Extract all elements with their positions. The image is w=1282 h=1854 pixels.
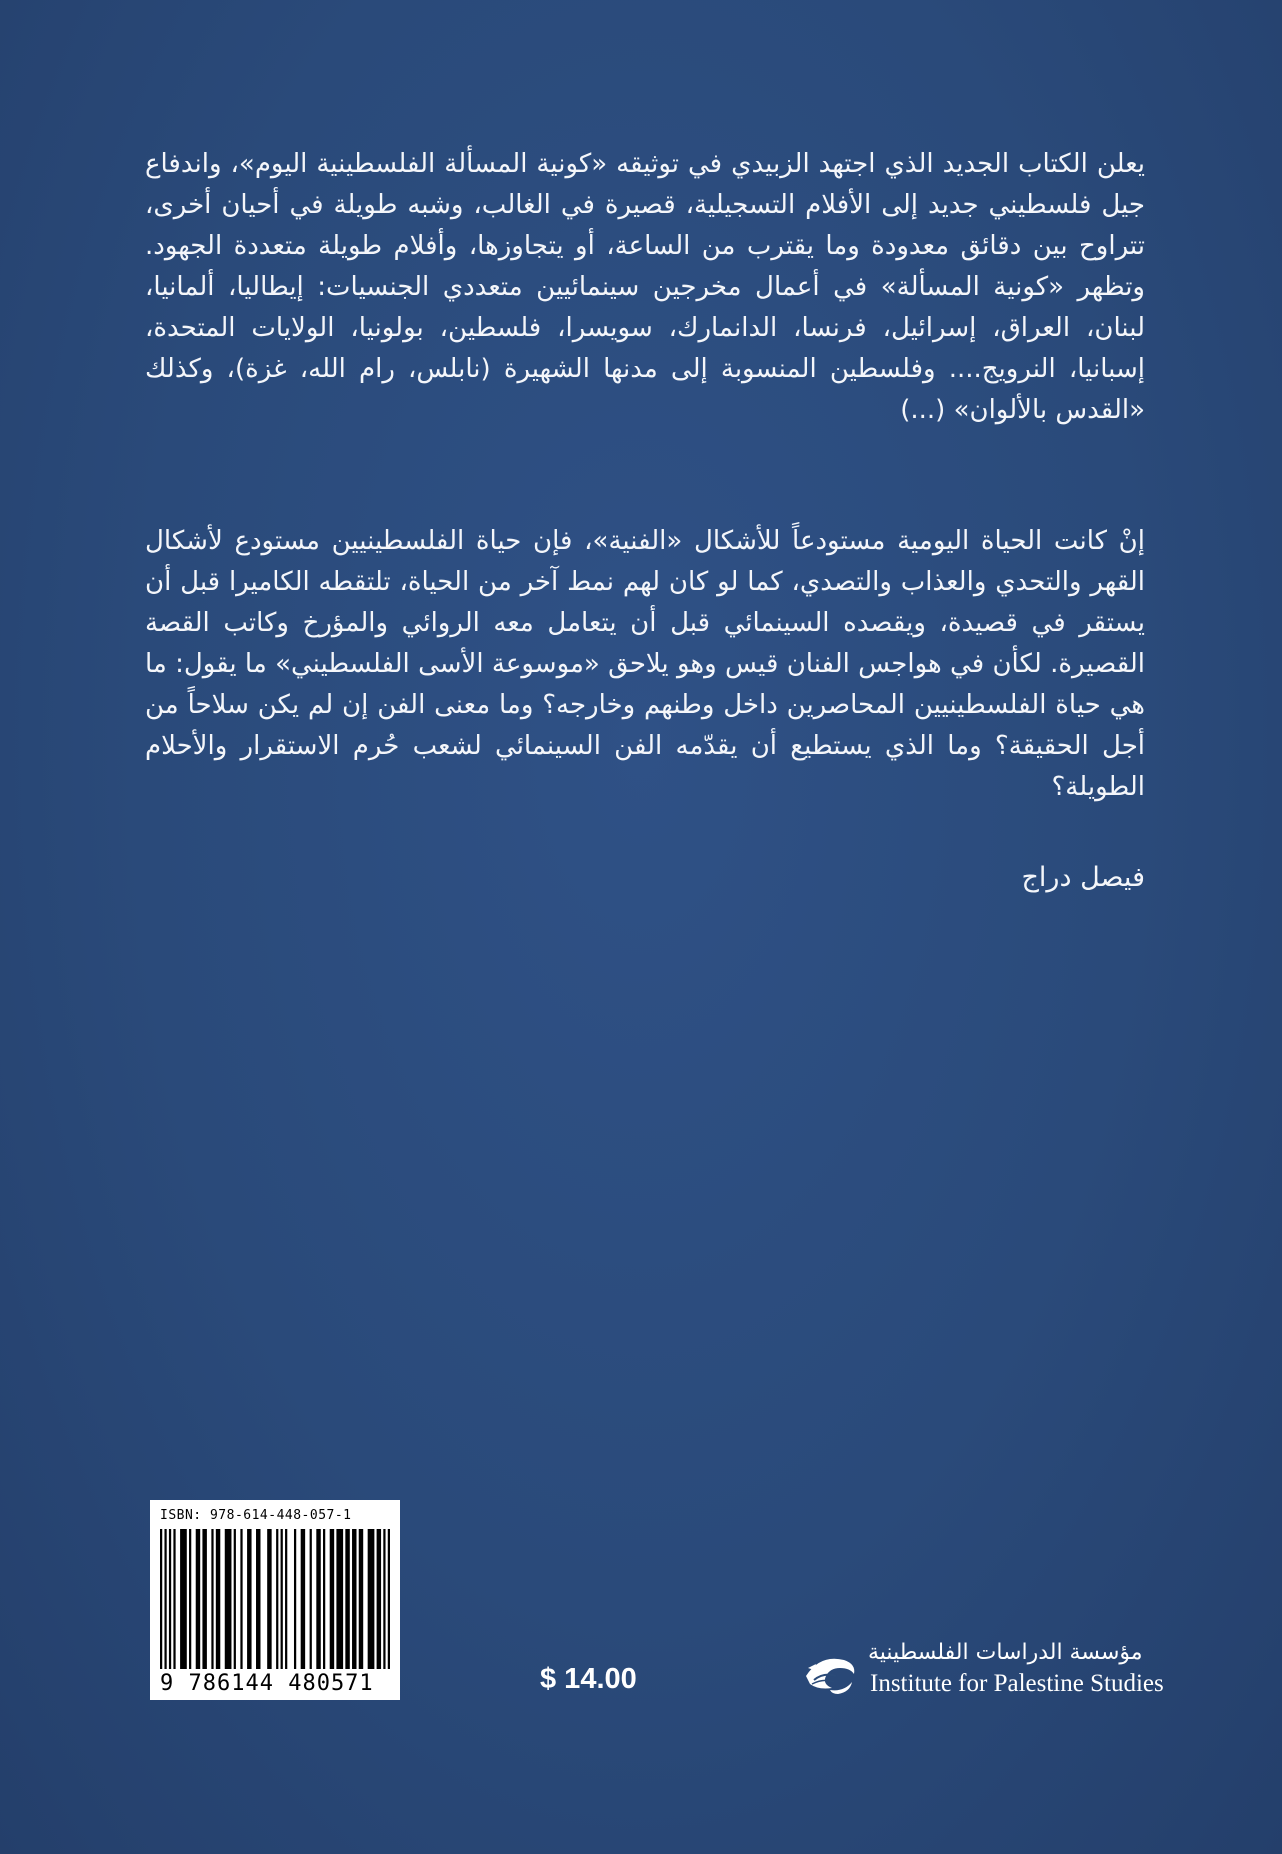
barcode-digits: 9 786144 480571 [160, 1671, 374, 1696]
barcode-bar [352, 1529, 356, 1669]
barcode-bar [160, 1529, 162, 1669]
barcode-bar [196, 1529, 200, 1669]
barcode-bar [211, 1529, 213, 1669]
publisher-name-english: Institute for Palestine Studies [870, 1670, 1164, 1697]
barcode-bar [225, 1529, 232, 1669]
price-label: $ 14.00 [540, 1663, 637, 1695]
barcode-bar [180, 1529, 187, 1669]
publisher-name-arabic: مؤسسة الدراسات الفلسطينية [868, 1640, 1143, 1665]
ips-logo-icon [800, 1646, 860, 1698]
barcode-bar [383, 1529, 385, 1669]
barcode-bar [377, 1529, 381, 1669]
isbn-label: ISBN: 978-614-448-057-1 [160, 1508, 352, 1523]
barcode-bar [336, 1529, 343, 1669]
blurb-paragraph-2: إنْ كانت الحياة اليومية مستودعاً للأشكال «الفنية»، فإن حياة الفلسطينيين مستودع لأشكال القهر والتحدي والعذاب والتصدي، كما لو كان لهم نمط آخر من الحياة، تلتقطه الكاميرا قبل أن يستقر في قصيدة، ويقصده السينمائي قبل أن يتعامل معه الروائي والمؤرخ وكاتب القصة القصيرة. لكأن في هواجس الفنان قيس وهو يلاحق «موسوعة الأسى الفلسطيني» ما يقول: ما هي حياة الفلسطينيين المحاصرين داخل وطنهم وخارجه؟ وما معنى الفن إن لم يكن سلاحاً من أجل الحقيقة؟ وما الذي يستطيع أن يقدّمه الفن السينمائي لشعب حُرم الاستقرار والأحلام الطويلة؟ [145, 526, 1145, 802]
barcode-bar [301, 1529, 305, 1669]
barcode-bar [234, 1529, 236, 1669]
barcode-bar [285, 1529, 287, 1669]
barcode-bar [294, 1529, 296, 1669]
barcode-bar [316, 1529, 320, 1669]
barcode-bar [345, 1529, 349, 1669]
barcode-bar [247, 1529, 251, 1669]
barcode-bar [310, 1529, 312, 1669]
barcode-bar [267, 1529, 271, 1669]
barcode-bar [173, 1529, 175, 1669]
barcode-bar [189, 1529, 191, 1669]
barcode-bar [281, 1529, 283, 1669]
barcode-bars [160, 1529, 390, 1669]
publisher-mark [800, 1640, 1190, 1700]
blurb-paragraph-1: يعلن الكتاب الجديد الذي اجتهد الزبيدي في توثيقه «كونية المسألة الفلسطينية اليوم»، واندفاع جيل فلسطيني جديد إلى الأفلام التسجيلية، قصيرة في الغالب، وشبه طويلة في أحيان أخرى، تتراوح بين دقائق معدودة وما يقترب من الساعة، أو يتجاوزها، وأفلام طويلة متعددة الجهود. وتظهر «كونية المسألة» في أعمال مخرجين سينمائيين متعددي الجنسيات: إيطاليا، ألمانيا، لبنان، العراق، إسرائيل، فرنسا، الدانمارك، سويسرا، فلسطين، بولونيا، الولايات المتحدة، إسبانيا، النرويج.... وفلسطين المنسوبة إلى مدنها الشهيرة (نابلس، رام الله، غزة)، وكذلك «القدس بالألوان» (...) [145, 149, 1145, 425]
isbn-barcode [150, 1500, 400, 1700]
barcode-bar [276, 1529, 278, 1669]
barcode-bar [330, 1529, 334, 1669]
barcode-bar [359, 1529, 363, 1669]
barcode-bar [368, 1529, 375, 1669]
barcode-bar [164, 1529, 166, 1669]
author-signature: فيصل دراج [1021, 862, 1145, 893]
barcode-bar [240, 1529, 242, 1669]
barcode-bar [323, 1529, 325, 1669]
barcode-bar [256, 1529, 260, 1669]
barcode-bar [202, 1529, 206, 1669]
barcode-bar [388, 1529, 390, 1669]
barcode-bar [169, 1529, 171, 1669]
barcode-bar [216, 1529, 220, 1669]
